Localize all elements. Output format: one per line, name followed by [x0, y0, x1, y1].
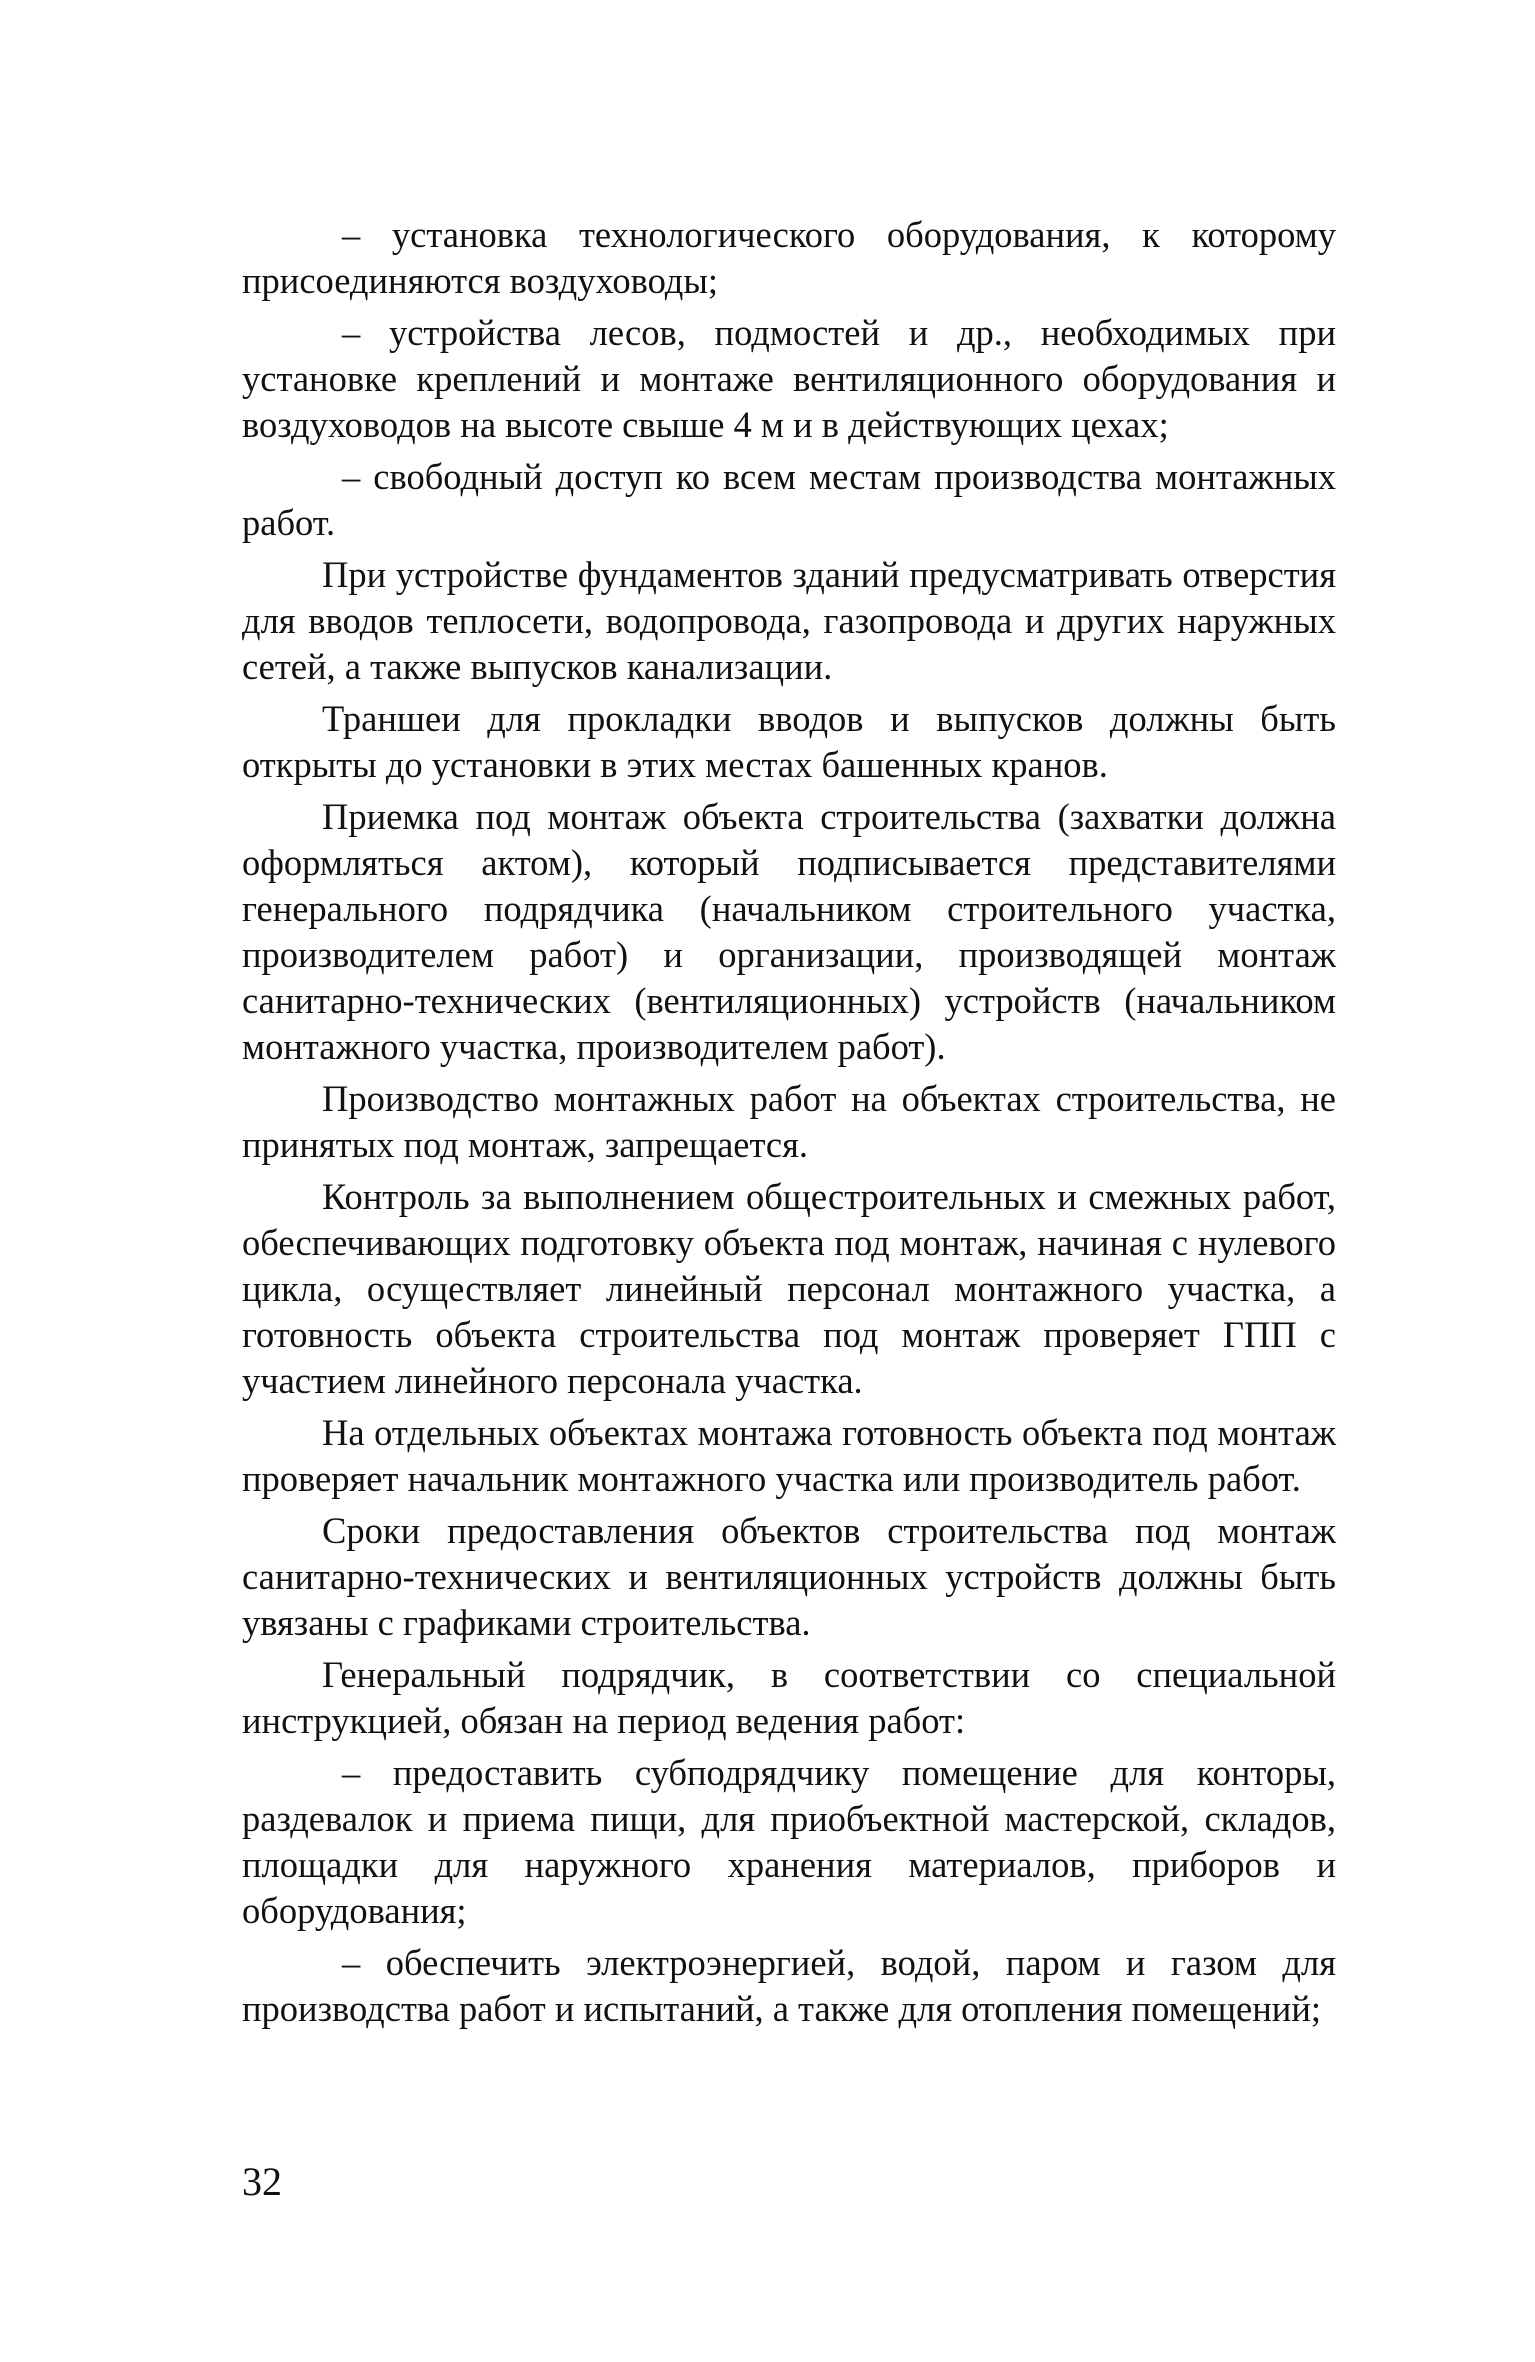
paragraph-list-item: – предоставить субподрядчику помещение для конторы, раздевалок и приема пищи, для приобъектной мастерской, складов, площадки для наружного хранения материалов, приборов и оборудования; [242, 1752, 1336, 1931]
paragraph-list-item: – установка технологического оборудования, к которому присоединяются воздуховоды; [242, 214, 1336, 301]
paragraph: Приемка под монтаж объекта строительства (захватки должна оформляться актом), который подписывается представителями генерального подрядчика (начальником строительного участка, производителем работ) и организации, производящей монтаж санитарно-технических (вентиляционных) устройств (начальником монтажного участка, производителем работ). [242, 796, 1336, 1067]
paragraph: Контроль за выполнением общестроительных и смежных работ, обеспечивающих подготовку объекта под монтаж, начиная с нулевого цикла, осуществляет линейный персонал монтажного участка, а готовность объекта строительства под монтаж проверяет ГПП с участием линейного персонала участка. [242, 1176, 1336, 1401]
paragraph: Траншеи для прокладки вводов и выпусков должны быть открыты до установки в этих местах башенных кранов. [242, 698, 1336, 785]
page-number: 32 [242, 2159, 282, 2204]
paragraph-list-item: – обеспечить электроэнергией, водой, паром и газом для производства работ и испытаний, а также для отопления помещений; [242, 1942, 1336, 2029]
paragraph-list-item: – свободный доступ ко всем местам производства монтажных работ. [242, 456, 1336, 543]
paragraph-list-item: – устройства лесов, подмостей и др., необходимых при установке креплений и монтаже вентиляционного оборудования и воздуховодов на высоте свыше 4 м и в действующих цехах; [242, 312, 1336, 445]
paragraph: При устройстве фундаментов зданий предусматривать отверстия для вводов теплосети, водопровода, газопровода и других наружных сетей, а также выпусков канализации. [242, 554, 1336, 687]
paragraph: На отдельных объектах монтажа готовность объекта под монтаж проверяет начальник монтажного участка или производитель работ. [242, 1412, 1336, 1499]
paragraph: Производство монтажных работ на объектах строительства, не принятых под монтаж, запрещается. [242, 1078, 1336, 1165]
paragraph: Сроки предоставления объектов строительства под монтаж санитарно-технических и вентиляционных устройств должны быть увязаны с графиками строительства. [242, 1510, 1336, 1643]
body-text [242, 212, 1336, 2038]
paragraph: Генеральный подрядчик, в соответствии со специальной инструкцией, обязан на период ведения работ: [242, 1654, 1336, 1741]
